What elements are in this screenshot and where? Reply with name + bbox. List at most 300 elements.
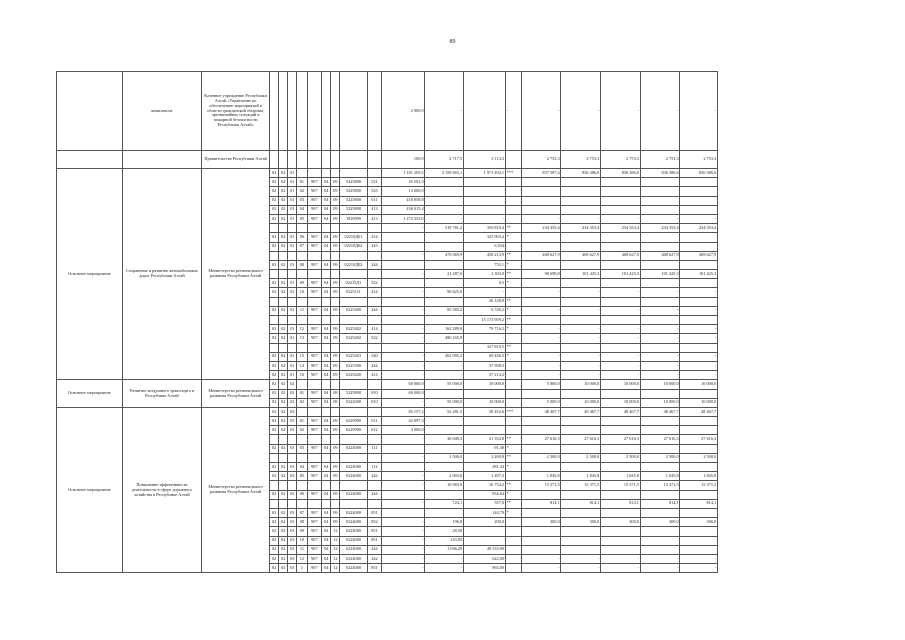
amount-cell: 48 467,7 [640,407,680,416]
amount-cell: - [561,554,601,563]
code-cell: 02 [279,196,288,205]
code-cell: 01 [288,260,297,269]
amount-cell: 2 000,0 [382,72,425,151]
code-cell: 10 [297,536,307,545]
code-cell: 907 [307,205,322,214]
code-cell [331,499,340,508]
code-cell: 907 [307,554,322,563]
amount-cell: - [561,352,601,361]
flag-cell [505,334,521,343]
amount-cell [521,187,561,196]
code-cell [297,151,307,169]
measure-type-cell: Основное мероприятие [57,169,123,380]
code-cell: 04 [322,389,331,398]
amount-cell: 2 303,9 [463,270,505,279]
amount-cell: 408 627,9 [640,251,680,260]
amount-cell [680,178,718,187]
code-cell: 907 [307,325,322,334]
amount-cell: 58 452,6 [463,407,505,416]
code-cell: 810 [367,398,382,407]
code-cell [270,151,279,169]
amount-cell [640,444,680,453]
amount-cell: 15 371,5 [680,481,718,490]
amount-cell: - [382,536,425,545]
flag-cell: ** [505,481,521,490]
amount-cell: 1 845,8 [680,472,718,481]
amount-cell [425,490,464,499]
code-cell: 907 [307,178,322,187]
code-cell: 12 [297,325,307,334]
code-cell: 5225800 [340,196,367,205]
code-cell: 414 [367,325,382,334]
amount-cell: 300,0 [680,518,718,527]
code-cell [288,224,297,233]
code-cell: 02 [270,490,279,499]
code-cell: 02 [279,554,288,563]
code-cell: 02 [279,325,288,334]
code-cell: 0225402 [340,334,367,343]
amount-cell [601,242,641,251]
code-cell: 02 [279,444,288,453]
code-cell: 01 [297,417,307,426]
amount-cell [425,297,464,306]
amount-cell: 37 214,2 [463,371,505,380]
code-cell: 03 [288,444,297,453]
code-cell: 0224000 [340,463,367,472]
flag-cell: * [505,279,521,288]
amount-cell: 965,00 [463,564,505,573]
code-cell: 01 [297,389,307,398]
code-cell: 02 [270,306,279,315]
code-cell [288,435,297,444]
amount-cell: 836 386,6 [561,169,601,178]
code-cell: 02 [279,233,288,242]
amount-cell: - [382,481,425,490]
code-cell: 907 [307,233,322,242]
amount-cell: 1 845,8 [521,472,561,481]
code-cell: 02 [270,233,279,242]
code-cell: 244 [367,306,382,315]
amount-cell: 470 069,9 [425,251,464,260]
code-cell: 02 [279,426,288,435]
code-cell: 02 [297,187,307,196]
code-cell [307,270,322,279]
code-cell [297,407,307,416]
amount-cell: 234 353,4 [561,224,601,233]
amount-cell: 16 754,2 [463,481,505,490]
amount-cell: 814,1 [601,499,641,508]
amount-cell: - [463,334,505,343]
amount-cell [382,508,425,517]
code-cell: 02215Д1 [340,279,367,288]
amount-cell: 15 173 959,2 [463,316,505,325]
code-cell: 03 [288,426,297,435]
amount-cell: 1 036,29 [425,545,464,554]
amount-cell [382,343,425,352]
amount-cell [521,426,561,435]
amount-cell: - [382,527,425,536]
amount-cell: 10 000,0 [601,398,641,407]
code-cell [322,251,331,260]
code-cell [307,316,322,325]
amount-cell: 836 386,6 [680,169,718,178]
code-cell: 02 [288,380,297,389]
amount-cell: 10 983,8 [425,481,464,490]
code-cell: 09 [297,527,307,536]
amount-cell: 2 500,0 [521,453,561,462]
amount-cell: 21 354,8 [463,435,505,444]
code-cell: 04 [322,444,331,453]
amount-cell [601,444,641,453]
code-cell: 907 [307,196,322,205]
code-cell: 907 [307,334,322,343]
flag-cell: * [505,508,521,517]
amount-cell: 96 625,0 [425,288,464,297]
amount-cell [601,527,641,536]
amount-cell [382,242,425,251]
code-cell [297,251,307,260]
amount-cell [680,536,718,545]
code-cell: 01 [288,205,297,214]
amount-cell [425,426,464,435]
code-cell: 06 [297,490,307,499]
amount-cell [601,279,641,288]
code-cell: 5225800 [340,205,367,214]
code-cell: 02 [270,325,279,334]
table-row [57,407,718,416]
code-cell: 414 [367,233,382,242]
code-cell: 0225111 [340,288,367,297]
code-cell [331,435,340,444]
amount-cell: 60 000,0 [382,389,425,398]
code-cell: 04 [322,426,331,435]
code-cell: 02 [270,169,279,178]
amount-cell: 36 049,3 [425,435,464,444]
code-cell [322,316,331,325]
amount-cell [640,279,680,288]
amount-cell: 2 269,8 [463,453,505,462]
amount-cell [561,205,601,214]
code-cell [322,499,331,508]
code-cell: 02 [279,334,288,343]
amount-cell: - [640,306,680,315]
code-cell: 12 [297,554,307,563]
code-cell: 07 [297,242,307,251]
code-cell: 02 [270,444,279,453]
code-cell: 02 [297,426,307,435]
code-cell: 09 [331,426,340,435]
code-cell: 907 [307,545,322,554]
code-cell: 02 [270,361,279,370]
code-cell: 09 [331,508,340,517]
amount-cell: 814,1 [561,499,601,508]
amount-cell: 518 781,2 [425,224,464,233]
code-cell: 03 [288,518,297,527]
code-cell: 522 [367,279,382,288]
code-cell: 02 [270,554,279,563]
amount-cell [640,205,680,214]
amount-cell: - [680,325,718,334]
code-cell [307,151,322,169]
code-cell: 01 [288,361,297,370]
amount-cell [640,490,680,499]
amount-cell [521,178,561,187]
amount-cell [640,426,680,435]
code-cell: 0225400 [340,306,367,315]
amount-cell: 45 501,3 [382,178,425,187]
amount-cell: 0,5 [463,279,505,288]
code-cell: 0224000 [340,472,367,481]
code-cell: 09 [297,279,307,288]
amount-cell [425,508,464,517]
amount-cell: 42 097,3 [382,417,425,426]
code-cell: 02 [279,242,288,251]
amount-cell [680,389,718,398]
amount-cell: 418 858,8 [382,196,425,205]
amount-cell: - [382,453,425,462]
amount-cell [425,242,464,251]
amount-cell: - [382,270,425,279]
code-cell: 09 [331,196,340,205]
code-cell: 04 [322,279,331,288]
code-cell: 02 [279,178,288,187]
code-cell [288,453,297,462]
code-cell: 09 [331,233,340,242]
measure-type-cell: Основное мероприятие [57,407,123,572]
amount-cell: 724,1 [425,499,464,508]
amount-cell: 48 467,7 [561,407,601,416]
code-cell [297,380,307,389]
code-cell: 5225800 [340,187,367,196]
amount-cell [382,316,425,325]
code-cell: 04 [322,352,331,361]
amount-cell: 5 000,0 [521,380,561,389]
amount-cell [640,417,680,426]
amount-cell [521,279,561,288]
code-cell: 12 [331,545,340,554]
flag-cell [505,187,521,196]
amount-cell [425,316,464,325]
code-cell: 02 [270,288,279,297]
amount-cell: 325 903,4 [463,233,505,242]
code-cell: 0224000 [340,527,367,536]
code-cell: 09 [331,444,340,453]
code-cell: 04 [322,178,331,187]
code-cell: 09 [331,417,340,426]
code-cell: 12 [331,527,340,536]
amount-cell: 2 500,0 [680,453,718,462]
amount-cell: - [561,361,601,370]
code-cell: 01 [288,279,297,288]
code-cell: 04 [322,545,331,554]
amount-cell: 1 971 492,1 [463,169,505,178]
flag-cell [505,178,521,187]
amount-cell: - [601,325,641,334]
code-cell: 244 [367,361,382,370]
measure-name-cell: Развитие воздушного транспорта в Республике Алтай [122,380,201,408]
amount-cell [601,297,641,306]
amount-cell: - [680,72,718,151]
measure-name-cell: комплексов [122,72,201,151]
amount-cell: 2 500,0 [640,453,680,462]
flag-cell: ** [505,270,521,279]
code-cell: 02 [270,196,279,205]
amount-cell: 52 281,5 [425,407,464,416]
amount-cell [382,279,425,288]
table-row [57,169,718,178]
code-cell: 02 [279,545,288,554]
flag-cell [505,380,521,389]
code-cell [297,481,307,490]
code-cell: 02 [270,334,279,343]
amount-cell: 10 000,0 [680,398,718,407]
code-cell: 02 [279,371,288,380]
code-cell: 02 [270,187,279,196]
amount-cell [521,242,561,251]
code-cell: 02 [279,527,288,536]
amount-cell [601,508,641,517]
amount-cell: - [680,352,718,361]
amount-cell: 28,50 [425,527,464,536]
amount-cell: 27 616,3 [521,435,561,444]
code-cell: 611 [367,196,382,205]
amount-cell [561,279,601,288]
flag-cell [505,389,521,398]
code-cell [270,72,279,151]
code-cell: 03 [288,407,297,416]
code-cell: 907 [307,279,322,288]
amount-cell [425,343,464,352]
code-cell: 02 [288,398,297,407]
code-cell: 02 [279,564,288,573]
amount-cell [561,463,601,472]
amount-cell: 300,0 [640,518,680,527]
code-cell [322,380,331,389]
amount-cell: 15 371,5 [640,481,680,490]
amount-cell: 837 587,4 [521,169,561,178]
amount-cell [601,536,641,545]
code-cell: 413 [367,205,382,214]
code-cell [322,297,331,306]
code-cell: 14 [297,361,307,370]
measure-name-cell: Сохранение и развитие автомобильных дорог Республики Алтай [122,169,201,380]
code-cell: 851 [367,508,382,517]
code-cell: 907 [307,398,322,407]
code-cell: 02 [270,260,279,269]
amount-cell: - [680,334,718,343]
code-cell [288,151,297,169]
code-cell [331,251,340,260]
amount-cell [640,233,680,242]
amount-cell [561,389,601,398]
code-cell [367,407,382,416]
amount-cell: 834,64 [463,490,505,499]
code-cell [340,316,367,325]
amount-cell: - [425,72,464,151]
amount-cell: - [640,352,680,361]
code-cell [307,169,322,178]
code-cell [367,453,382,462]
code-cell: 907 [307,352,322,361]
amount-cell: - [601,288,641,297]
code-cell [322,270,331,279]
code-cell [270,453,279,462]
code-cell [288,481,297,490]
amount-cell [382,233,425,242]
code-cell [340,380,367,389]
amount-cell: 6 034 [463,242,505,251]
code-cell: 02210Д02 [340,242,367,251]
code-cell: 03 [288,490,297,499]
code-cell: 0224000 [340,536,367,545]
code-cell [297,499,307,508]
amount-cell: - [601,306,641,315]
amount-cell: 1 845,8 [640,472,680,481]
code-cell: 242 [367,554,382,563]
amount-cell [680,242,718,251]
measure-type-cell [57,72,123,151]
code-cell [297,435,307,444]
amount-cell: 2 717,5 [425,151,464,169]
code-cell: 414 [367,371,382,380]
code-cell [331,407,340,416]
code-cell [279,343,288,352]
code-cell: 907 [307,288,322,297]
code-cell: 09 [331,178,340,187]
code-cell: 02210Д02 [340,260,367,269]
code-cell: 02 [270,463,279,472]
amount-cell [463,196,505,205]
amount-cell [382,463,425,472]
amount-cell [680,463,718,472]
code-cell: 01 [288,169,297,178]
code-cell [288,316,297,325]
amount-cell: 10 000,0 [680,380,718,389]
code-cell [279,151,288,169]
amount-cell [601,316,641,325]
code-cell: 02 [279,463,288,472]
amount-cell: - [521,554,561,563]
amount-cell: 836 386,6 [601,169,641,178]
code-cell: 03 [288,472,297,481]
code-cell: 0224000 [340,564,367,573]
amount-cell: 436 015,4 [382,205,425,214]
amount-cell [561,508,601,517]
flag-cell: ** [505,224,521,233]
code-cell [270,435,279,444]
amount-cell [521,463,561,472]
code-cell: 244 [367,260,382,269]
amount-cell [601,426,641,435]
amount-cell: 2 753,3 [561,151,601,169]
amount-cell [521,297,561,306]
amount-cell: - [640,334,680,343]
amount-cell: 21 287,0 [425,270,464,279]
amount-cell: 91,38 [463,444,505,453]
amount-cell: - [601,564,641,573]
code-cell: 08 [331,389,340,398]
amount-cell: - [601,214,641,223]
code-cell [367,297,382,306]
code-cell: 907 [307,426,322,435]
code-cell: 907 [307,527,322,536]
flag-cell: * [505,463,521,472]
amount-cell: 234 353,4 [601,224,641,233]
code-cell: 01 [288,371,297,380]
code-cell [279,270,288,279]
code-cell [297,453,307,462]
flag-cell [505,518,521,527]
